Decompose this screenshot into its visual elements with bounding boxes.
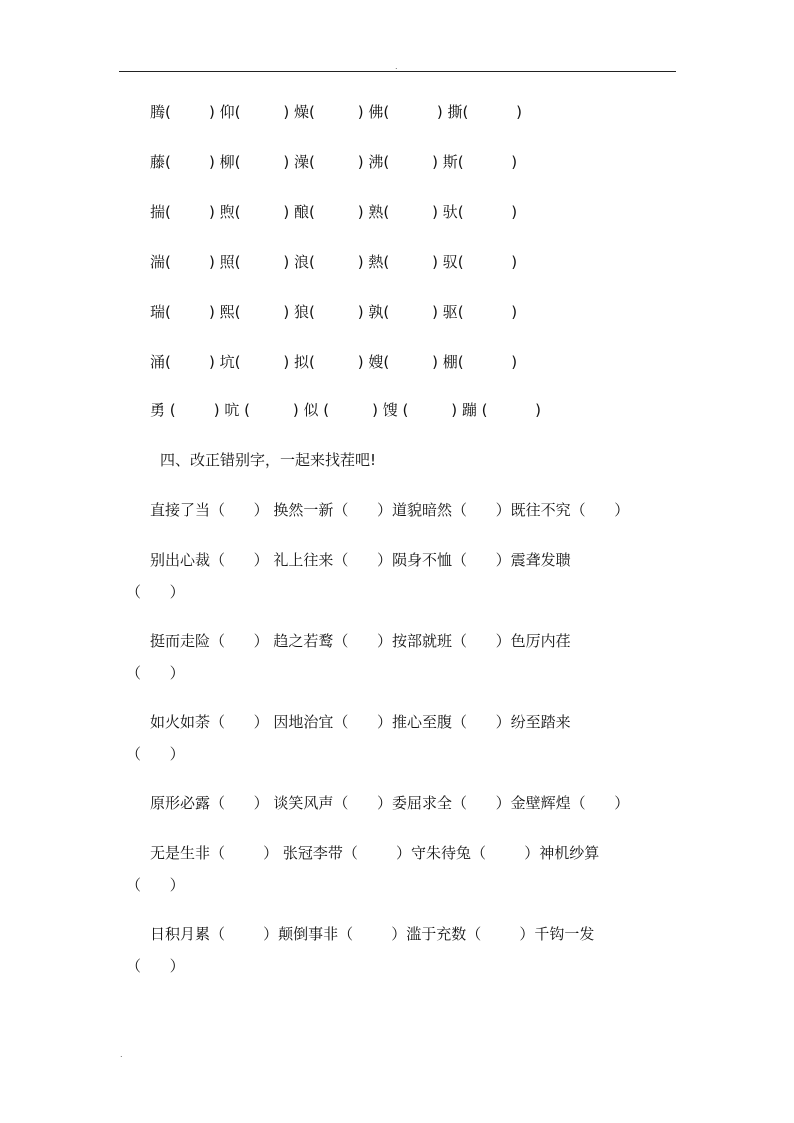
char-row-1: 腾( ) 仰( ) 燥( ) 佛( ) 撕( ) — [150, 103, 522, 121]
idiom-line-7-cont: （ ） — [126, 957, 185, 975]
idiom-line-5: 原形必露（ ） 谈笑风声（ ）委屈求全（ ）金壁辉煌（ ） — [150, 794, 630, 812]
idiom-line-6-cont: （ ） — [126, 876, 185, 894]
char-row-4: 湍( ) 照( ) 浪( ) 熱( ) 驭( ) — [150, 253, 518, 271]
char-row-6: 涌( ) 坑( ) 拟( ) 嫂( ) 棚( ) — [150, 353, 518, 371]
header-dot: . — [395, 62, 398, 71]
idiom-line-1: 直接了当（ ） 换然一新（ ）道貌暗然（ ）既往不究（ ） — [150, 501, 630, 519]
idiom-line-3-cont: （ ） — [126, 664, 185, 682]
char-row-2: 藤( ) 柳( ) 澡( ) 沸( ) 斯( ) — [150, 153, 518, 171]
footer-dot: . — [120, 1050, 123, 1059]
idiom-line-4: 如火如荼（ ） 因地治宜（ ）推心至腹（ ）纷至踏来 — [150, 713, 571, 731]
idiom-line-2-cont: （ ） — [126, 583, 185, 601]
idiom-line-2: 别出心裁（ ） 礼上往来（ ）陨身不恤（ ）震聋发聩 — [150, 551, 571, 569]
char-row-5: 瑞( ) 熙( ) 狼( ) 孰( ) 驱( ) — [150, 303, 518, 321]
header-rule — [119, 71, 676, 72]
idiom-line-4-cont: （ ） — [126, 745, 185, 763]
section-title: 四、改正错别字，一起来找茬吧! — [160, 451, 377, 469]
char-row-3: 揣( ) 煦( ) 酿( ) 熟( ) 驮( ) — [150, 203, 518, 221]
char-row-7: 勇 ( ) 吭 ( ) 似 ( ) 馊 ( ) 蹦 ( ) — [150, 401, 541, 419]
idiom-line-7: 日积月累（ ）颠倒事非（ ）滥于充数（ ）千钩一发 — [150, 925, 595, 943]
idiom-line-6: 无是生非（ ） 张冠李带（ ）守朱待兔（ ）神机纱算 — [150, 844, 600, 862]
idiom-line-3: 挺而走险（ ） 趋之若鹜（ ）按部就班（ ）色厉内荏 — [150, 632, 571, 650]
